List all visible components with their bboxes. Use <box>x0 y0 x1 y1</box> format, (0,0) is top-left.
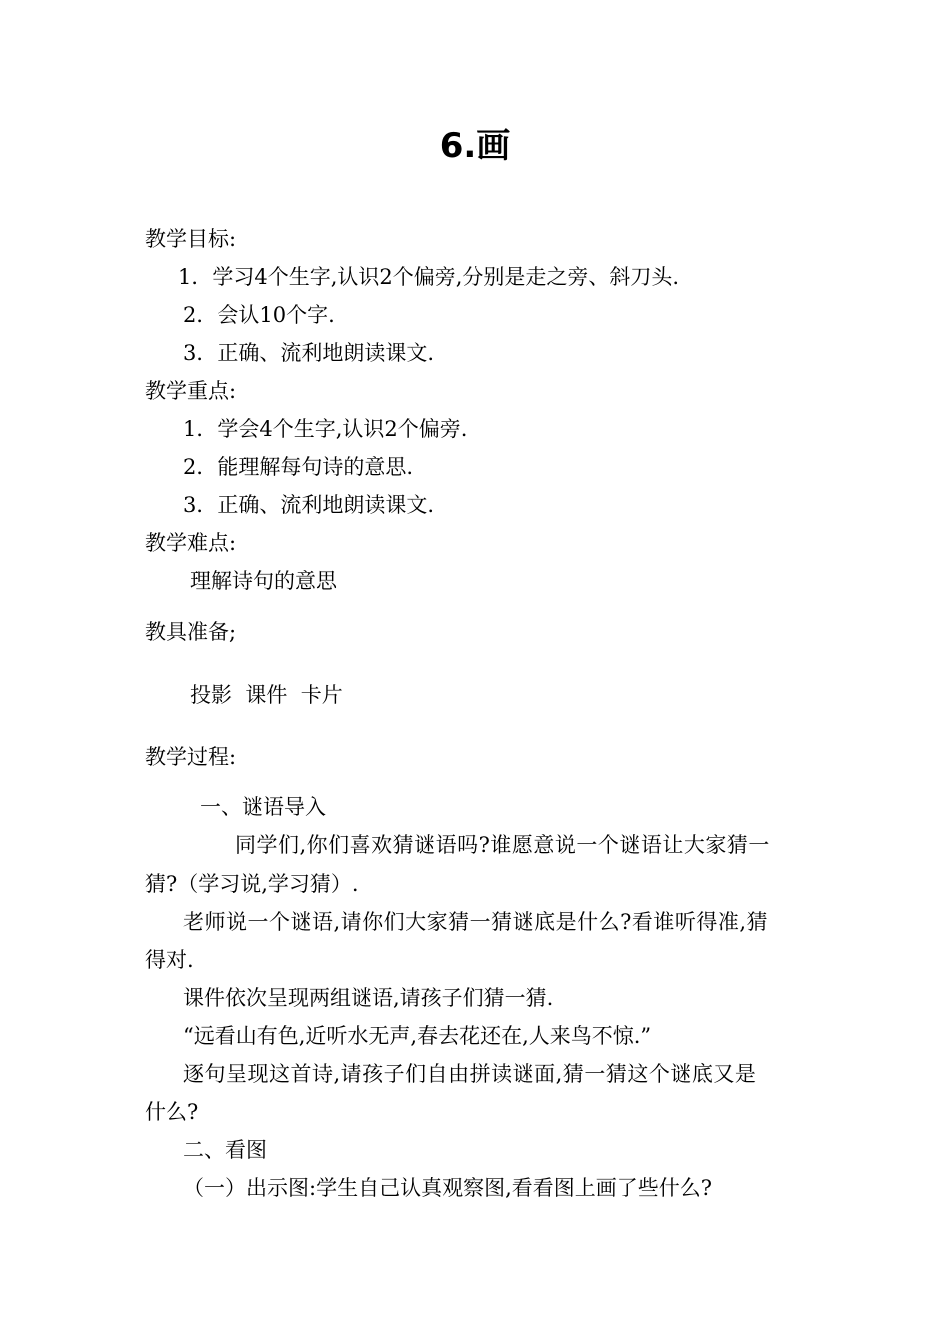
key-points-heading: 教学重点: <box>145 379 237 403</box>
objective-item-2: 2．会认10个字. <box>183 303 335 327</box>
paragraph-1-line-1: 同学们,你们喜欢猜谜语吗?谁愿意说一个谜语让大家猜一 <box>235 833 770 857</box>
process-heading: 教学过程: <box>145 745 237 769</box>
objective-item-1: 1．学习4个生字,认识2个偏旁,分别是走之旁、斜刀头. <box>178 265 680 289</box>
paragraph-2-line-2: 得对. <box>145 948 194 972</box>
riddle-poem: “远看山有色,近听水无声,春去花还在,人来鸟不惊.” <box>183 1024 652 1048</box>
objective-item-3: 3．正确、流利地朗读课文. <box>183 341 435 365</box>
difficulties-text: 理解诗句的意思 <box>190 569 337 593</box>
section-1-title: 一、谜语导入 <box>200 795 326 819</box>
difficulties-heading: 教学难点: <box>145 531 237 555</box>
paragraph-2-line-1: 老师说一个谜语,请你们大家猜一猜谜底是什么?看谁听得准,猜 <box>183 910 769 934</box>
key-point-item-3: 3．正确、流利地朗读课文. <box>183 493 435 517</box>
key-point-item-1: 1．学会4个生字,认识2个偏旁. <box>183 417 468 441</box>
materials-heading: 教具准备; <box>145 620 237 644</box>
paragraph-4-line-1: 逐句呈现这首诗,请孩子们自由拼读谜面,猜一猜这个谜底又是 <box>183 1062 757 1086</box>
paragraph-1-line-2: 猜?（学习说,学习猜）. <box>145 872 359 896</box>
paragraph-3: 课件依次呈现两组谜语,请孩子们猜一猜. <box>183 986 554 1010</box>
key-point-item-2: 2．能理解每句诗的意思. <box>183 455 414 479</box>
materials-text: 投影 课件 卡片 <box>190 683 343 707</box>
paragraph-5: （一）出示图:学生自己认真观察图,看看图上画了些什么? <box>183 1176 713 1200</box>
paragraph-4-line-2: 什么? <box>145 1100 199 1124</box>
lesson-title: 6.画 <box>439 126 511 166</box>
objectives-heading: 教学目标: <box>145 227 237 251</box>
section-2-title: 二、看图 <box>183 1138 267 1162</box>
